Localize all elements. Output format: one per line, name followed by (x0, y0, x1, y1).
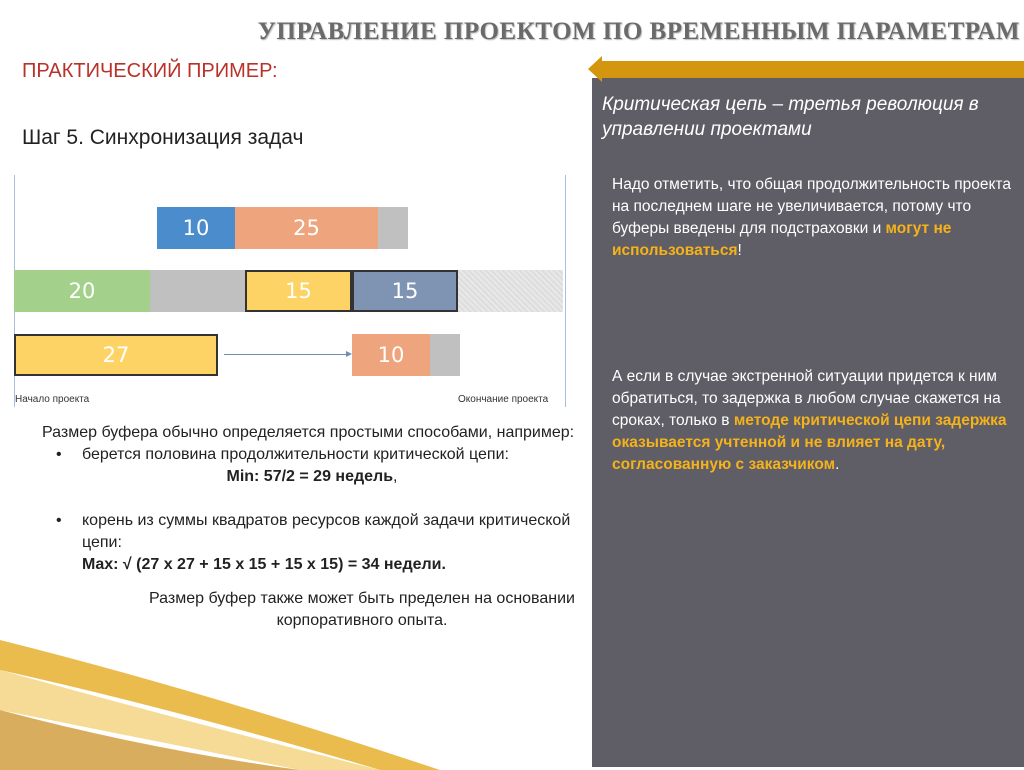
subtitle: ПРАКТИЧЕСКИЙ ПРИМЕР: (22, 60, 278, 82)
panel-paragraph-2: А если в случае экстренной ситуации придется к ним обратиться, то задержка в любом случае скажется на сроках, только в методе критической цепи задержка оказывается учтенной и не влияет на дату, согласованную с заказчиком. (612, 368, 1007, 473)
end-line (565, 175, 566, 407)
outro-text: Размер буфер также может быть пределен на основании корпоративного опыта. (149, 590, 575, 629)
task-bar-green: 20 (14, 270, 150, 312)
step-heading: Шаг 5. Синхронизация задач (22, 126, 304, 149)
task-bar-yellow-27: 27 (14, 334, 218, 376)
intro-text: Размер буфера обычно определяется простыми способами, например: (42, 424, 575, 441)
bullet-1: берется половина продолжительности критической цепи: (82, 446, 509, 463)
arrow-bar (598, 61, 1024, 78)
project-buffer-bar (458, 270, 563, 312)
bullet-2: корень из суммы квадратов ресурсов каждой задачи критической цепи: (82, 512, 571, 551)
comma: , (393, 468, 398, 485)
arrow-left-icon (588, 56, 602, 82)
slide-title: УПРАВЛЕНИЕ ПРОЕКТОМ ПО ВРЕМЕННЫМ ПАРАМЕТРАМ (257, 18, 1020, 45)
task-bar-slate: 15 (352, 270, 458, 312)
bullet: • (56, 446, 62, 463)
highlight: могут не использоваться (612, 220, 952, 259)
panel-heading: Критическая цепь – третья революция в управлении проектами (602, 94, 979, 140)
start-label: Начало проекта (15, 394, 90, 405)
task-bar-orange: 25 (235, 207, 378, 249)
dependency-arrow (224, 354, 348, 355)
task-bar-yellow: 15 (245, 270, 352, 312)
task-bar-orange-10: 10 (352, 334, 430, 376)
end-label: Окончание проекта (458, 394, 549, 405)
min-formula: Min: 57/2 = 29 недель (226, 468, 394, 485)
buffer-bar (150, 270, 245, 312)
max-formula: Max: √ (27 х 27 + 15 х 15 + 15 х 15) = 34 недели. (82, 556, 446, 573)
buffer-text (42, 422, 582, 632)
bullet: • (56, 512, 62, 529)
buffer-bar (430, 334, 460, 376)
task-bar-blue: 10 (157, 207, 235, 249)
highlight: методе критической цепи задержка оказывается учтенной и не влияет на дату, согласованную с заказчиком (612, 412, 1007, 473)
panel-paragraph-1: Надо отметить, что общая продолжительность проекта на последнем шаге не увеличивается, потому что буферы введены для подстраховки и могут не использоваться! (612, 176, 1011, 259)
buffer-bar (378, 207, 408, 249)
decorative-wave (0, 630, 600, 770)
